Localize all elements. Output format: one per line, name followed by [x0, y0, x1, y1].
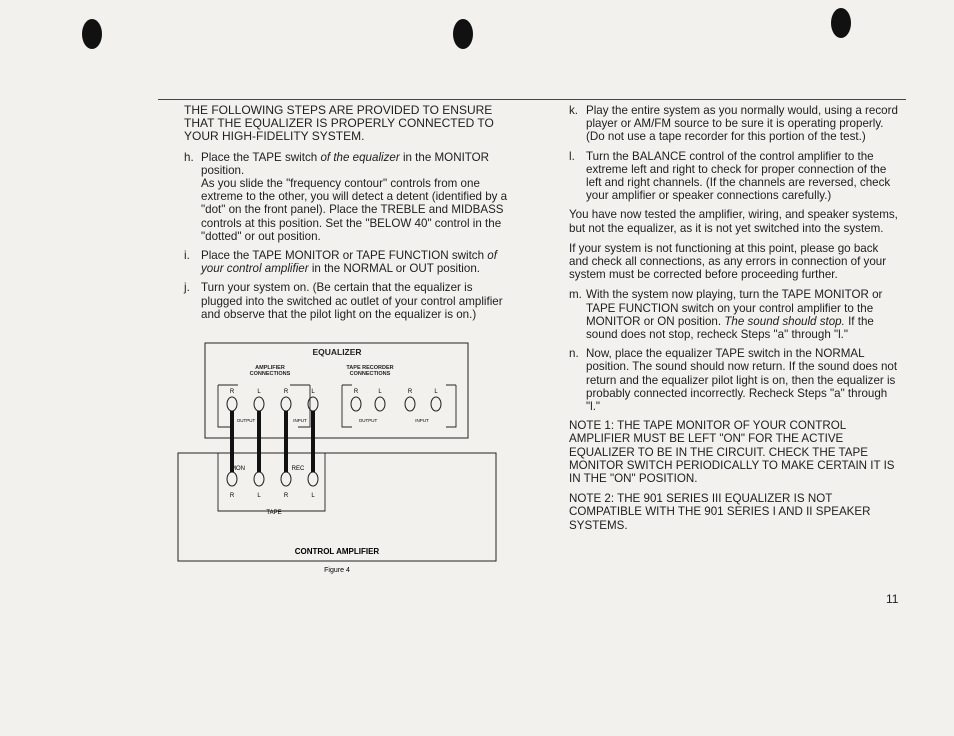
note-2: NOTE 2: THE 901 SERIES III EQUALIZER IS NOT COMPATIBLE WITH THE 901 SERIES I AND II SPEAKER SYSTEMS. — [569, 492, 871, 532]
step-n — [569, 347, 900, 413]
control-amplifier-box — [178, 453, 496, 561]
binder-hole-center — [453, 19, 473, 49]
figure-4-diagram — [170, 335, 510, 580]
rec-label: REC — [291, 466, 305, 472]
eq-tape-jack-l1: L — [378, 389, 382, 395]
intro-paragraph: THE FOLLOWING STEPS ARE PROVIDED TO ENSURE THAT THE EQUALIZER IS PROPERLY CONNECTED TO YOUR HIGH-FIDELITY SYSTEM. — [184, 103, 494, 144]
page-number: 11 — [886, 592, 899, 606]
step-h-text: Place the TAPE switch of the equalizer in the MONITOR position. — [201, 150, 490, 177]
ca-jack-r1: R — [229, 493, 235, 499]
binder-hole-left — [82, 19, 102, 49]
step-j-text: Turn your system on. (Be certain that the equalizer is plugged into the switched ac outlet of your control amplifier and observe that the pilot light on the equalizer is on.) — [201, 281, 503, 321]
step-i-label: i. — [184, 249, 190, 263]
step-j — [184, 281, 514, 321]
paragraph-not-functioning: If your system is not functioning at this point, please go back and check all connections, as any errors in connection of your system must be corrected before proceeding further. — [569, 241, 887, 282]
eq-tape-jack-l2: L — [434, 389, 438, 395]
tape-connections-label-1: TAPE RECORDER — [346, 365, 394, 371]
step-i — [184, 249, 514, 275]
step-h-detail: As you slide the "frequency contour" controls from one extreme to the other, you will detect a detent (identified by a "dot" on the front panel). Place the TREBLE and MIDBASS controls at this position. Set the "BELOW 40" control in the "dotted" or out position. — [201, 177, 508, 243]
eq-amp-jack-l2: L — [311, 389, 315, 395]
step-l-text: Turn the BALANCE control of the control amplifier to the extreme left and right to check for proper connection of the left and right channels. (If the channels are reversed, check your amplifier or speaker connections carefully.) — [586, 149, 891, 203]
step-n-text: Now, place the equalizer TAPE switch in the NORMAL position. The sound should now return. If the sound does not return and the equalizer pilot light is on, then the equalizer is probably connected incorrectly. Recheck Steps "a" through "l." — [586, 347, 898, 414]
step-j-label: j. — [184, 281, 190, 295]
figure-caption: Figure 4 — [324, 567, 350, 574]
note-1: NOTE 1: THE TAPE MONITOR OF YOUR CONTROL AMPLIFIER MUST BE LEFT "ON" FOR THE ACTIVE EQUALIZER TO BE IN THE CIRCUIT. CHECK THE TAPE MONITOR SWITCH PERIODICALLY TO MAKE CERTAIN IT IS IN THE "ON" POSITION. — [569, 419, 895, 486]
step-n-label: n. — [569, 347, 579, 361]
tape-input-label: INPUT — [415, 418, 429, 423]
ca-jack-l2: L — [311, 493, 315, 499]
equalizer-box — [205, 343, 468, 438]
amp-connections-label: AMPLIFIER CONNECTIONS — [249, 365, 291, 377]
step-m-label: m. — [569, 288, 582, 302]
step-h-label: h. — [184, 150, 194, 164]
mon-label: MON — [231, 466, 245, 472]
step-l-label: l. — [569, 149, 575, 163]
eq-amp-jack-r2: R — [283, 389, 289, 395]
tape-connections-label-2: CONNECTIONS — [349, 371, 391, 377]
step-m — [569, 288, 900, 341]
ca-jack-r2: R — [283, 493, 289, 499]
step-k — [569, 104, 900, 144]
ca-jack-l1: L — [257, 493, 261, 499]
left-column — [184, 104, 514, 327]
tape-label: TAPE — [266, 510, 282, 516]
step-l — [569, 150, 900, 203]
binder-hole-right — [831, 8, 851, 38]
equalizer-title: EQUALIZER — [312, 347, 362, 357]
step-h — [184, 151, 514, 243]
eq-output-label: OUTPUT — [236, 418, 256, 423]
eq-amp-jack-l1: L — [257, 389, 261, 395]
tape-output-label: OUTPUT — [358, 418, 378, 423]
step-m-text: With the system now playing, turn the TAPE MONITOR or TAPE FUNCTION switch on your control amplifier to the MONITOR or ON position. The sound should stop. If the sound does not stop, recheck Steps "a" through "l." — [586, 288, 883, 342]
right-column — [569, 104, 900, 539]
control-amplifier-label: CONTROL AMPLIFIER — [294, 547, 380, 556]
step-k-label: k. — [569, 104, 579, 117]
eq-tape-jack-r2: R — [407, 389, 413, 395]
step-k-text: Play the entire system as you normally would, using a record player or AM/FM source to be sure it is operating properly. (Do not use a tape recorder for this portion of the test.) — [586, 104, 898, 144]
header-rule — [158, 99, 906, 100]
step-i-text: Place the TAPE MONITOR or TAPE FUNCTION switch of your control amplifier in the NORMAL or OUT position. — [201, 249, 497, 276]
eq-input-label: INPUT — [293, 418, 307, 423]
paragraph-tested: You have now tested the amplifier, wiring, and speaker systems, but not the equalizer, as it is not yet switched into the system. — [569, 208, 898, 235]
eq-amp-jack-r1: R — [229, 389, 235, 395]
eq-tape-jack-r1: R — [353, 389, 359, 395]
